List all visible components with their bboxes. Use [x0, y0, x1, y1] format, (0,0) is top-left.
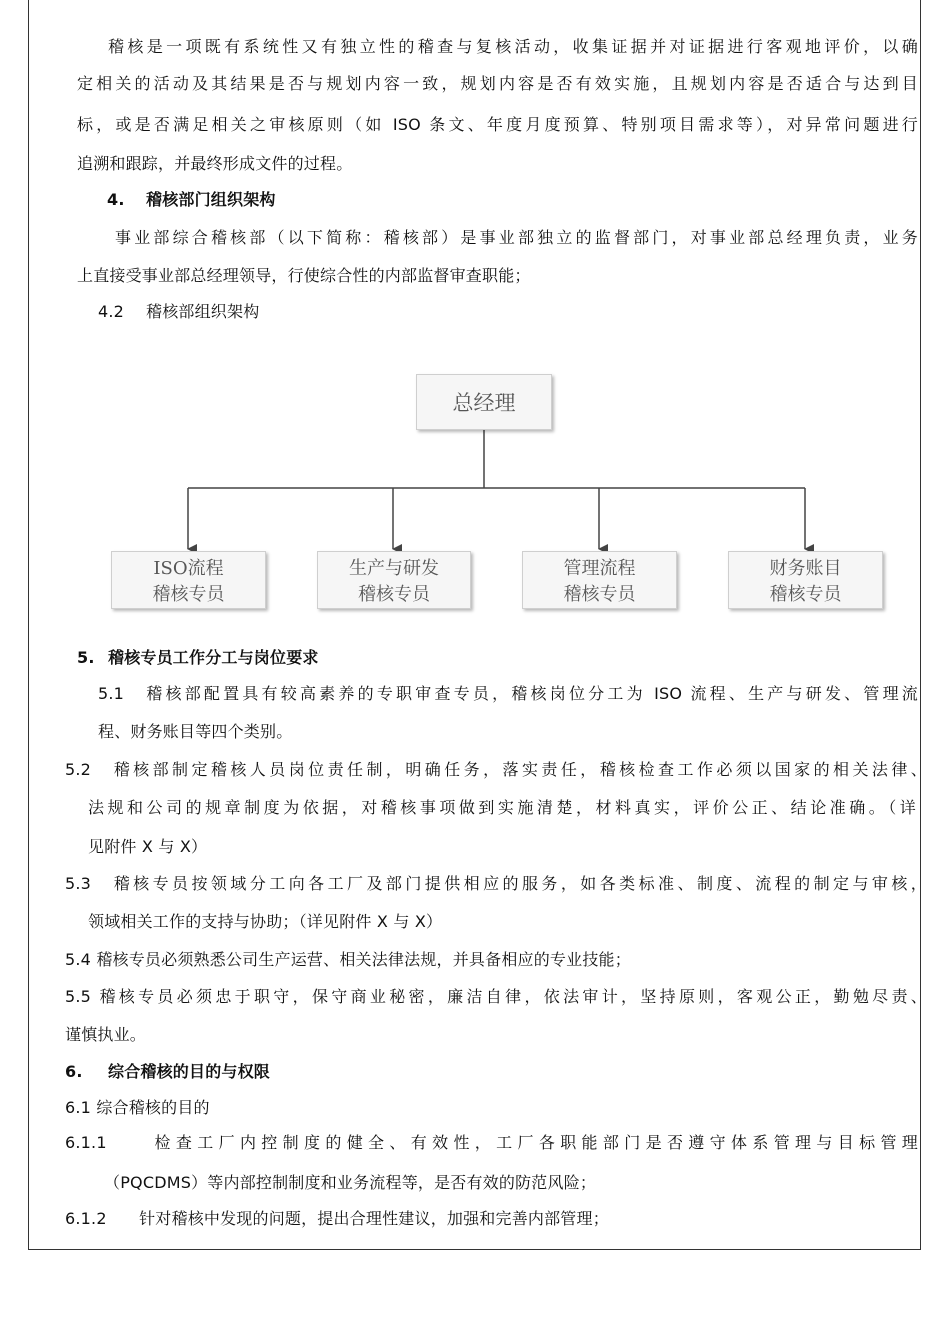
item-5-1-line-2: 程、财务账目等四个类别。 — [98, 722, 293, 741]
section-4-2-title: 稽核部组织架构 — [146, 302, 260, 321]
org-box-finance-accounts — [728, 551, 883, 609]
item-5-2-line-2: 法规和公司的规章制度为依据，对稽核事项做到实施清楚，材料真实，评价公正、结论准确。（详 — [88, 798, 916, 817]
item-6-1-1-line-2: （PQCDMS）等内部控制制度和业务流程等，是否有效的防范风险； — [104, 1173, 597, 1192]
item-6-1-1-line-1: 6.1.1 检查工厂内控制度的健全、有效性，工厂各职能部门是否遵守体系管理与目标管理 — [65, 1133, 918, 1152]
section-4-para-line-2: 上直接受事业部总经理领导，行使综合性的内部监督审查职能； — [77, 266, 531, 285]
item-5-4-line-1: 5.4 稽核专员必须熟悉公司生产运营、相关法律法规，并具备相应的专业技能； — [65, 950, 631, 969]
section-5-number: 5. — [77, 648, 95, 667]
org-box-general-manager: 总经理 — [416, 374, 552, 430]
intro-line-2: 定相关的活动及其结果是否与规划内容一致，规划内容是否有效实施，且规划内容是否适合与达到目 — [77, 74, 918, 93]
org-box-line-1: 生产与研发 — [349, 558, 439, 579]
item-5-5-line-1: 5.5 稽核专员必须忠于职守，保守商业秘密，廉洁自律，依法审计，坚持原则，客观公正，勤勉尽责、 — [65, 987, 927, 1006]
org-box-management-process — [522, 551, 677, 609]
org-box-production-rd — [317, 551, 471, 609]
section-5-title: 稽核专员工作分工与岗位要求 — [108, 648, 319, 667]
org-box-line-1: ISO流程 — [153, 558, 224, 579]
section-4-number: 4. — [107, 190, 125, 209]
org-box-line-2: 稽核专员 — [358, 584, 430, 605]
section-4-2-number: 4.2 — [98, 302, 125, 321]
intro-line-1: 稽核是一项既有系统性又有独立性的稽查与复核活动，收集证据并对证据进行客观地评价，以确 — [108, 37, 918, 56]
item-5-3-line-2: 领域相关工作的支持与协助；（详见附件 X 与 X） — [88, 912, 443, 931]
item-6-1-2-line-1: 6.1.2 针对稽核中发现的问题，提出合理性建议，加强和完善内部管理； — [65, 1209, 609, 1228]
item-5-2-line-3: 见附件 X 与 X） — [88, 837, 208, 856]
org-box-line-2: 稽核专员 — [769, 584, 842, 605]
org-box-iso-process — [111, 551, 266, 609]
section-6-title: 综合稽核的目的与权限 — [108, 1062, 271, 1081]
intro-line-4: 追溯和跟踪，并最终形成文件的过程。 — [77, 154, 353, 173]
section-4-para-line-1: 事业部综合稽核部（以下简称：稽核部）是事业部独立的监督部门，对事业部总经理负责，业务 — [115, 228, 918, 247]
org-box-line-2: 稽核专员 — [563, 584, 636, 605]
item-5-1-line-1: 5.1 稽核部配置具有较高素养的专职审查专员，稽核岗位分工为 ISO 流程、生产与研发、管理流 — [98, 684, 918, 703]
item-5-3-line-1: 5.3 稽核专员按领域分工向各工厂及部门提供相应的服务，如各类标准、制度、流程的制定与审核， — [65, 874, 927, 893]
item-5-5-line-2: 谨慎执业。 — [65, 1025, 147, 1044]
intro-line-3: 标，或是否满足相关之审核原则（如 ISO 条文、年度月度预算、特别项目需求等），对异常问题进行 — [77, 115, 918, 134]
org-box-line-2: 稽核专员 — [152, 584, 225, 605]
section-6-1-heading: 6.1 综合稽核的目的 — [65, 1098, 210, 1117]
org-box-line-1: 管理流程 — [563, 558, 636, 579]
section-4-title: 稽核部门组织架构 — [146, 190, 276, 209]
org-box-line-1: 财务账目 — [769, 558, 842, 579]
section-6-number: 6. — [65, 1062, 83, 1081]
item-5-2-line-1: 5.2 稽核部制定稽核人员岗位责任制，明确任务，落实责任，稽核检查工作必须以国家的相关法律、 — [65, 760, 927, 779]
org-chart-connectors — [0, 0, 950, 640]
